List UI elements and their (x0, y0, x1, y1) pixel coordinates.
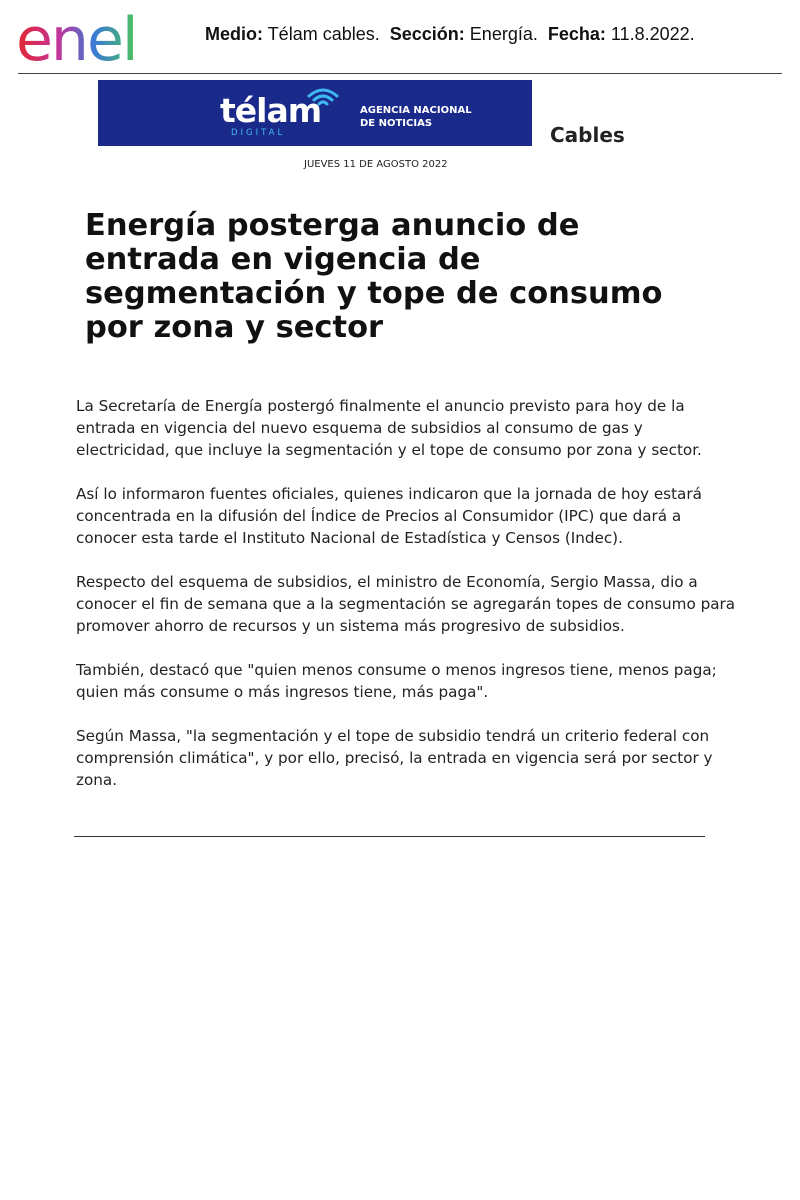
agency-line-2: DE NOTICIAS (360, 118, 433, 129)
agency-line-1: AGENCIA NACIONAL (360, 105, 472, 116)
svg-text:enel: enel (16, 8, 137, 66)
article-headline: Energía posterga anuncio de entrada en vigencia de segmentación y tope de consumo por zona y sector (85, 208, 663, 345)
footer-divider (74, 836, 705, 837)
header-meta (205, 24, 695, 45)
section-label: Cables (550, 123, 625, 147)
seccion-value: Energía. (469, 24, 538, 44)
fecha-label: Fecha: (547, 24, 606, 44)
header-divider (18, 73, 782, 74)
telam-digital-label: DIGITAL (231, 128, 286, 138)
telam-agency-label (360, 104, 472, 130)
seccion-label: Sección: (389, 24, 465, 44)
fecha-value: 11.8.2022. (610, 24, 695, 44)
medio-label: Medio: (205, 24, 263, 44)
article-paragraph: Respecto del esquema de subsidios, el ministro de Economía, Sergio Massa, dio a conocer el fin de semana que a la segmentación se agregarán topes de consumo para promover ahorro de recursos y un sistema más progresivo de subsidios. (76, 573, 736, 635)
telam-wordmark: télam (220, 91, 322, 130)
enel-logo (16, 8, 170, 66)
article-body (76, 395, 736, 813)
publication-date: JUEVES 11 DE AGOSTO 2022 (304, 159, 448, 170)
medio-value: Télam cables. (267, 24, 380, 44)
article-paragraph: La Secretaría de Energía postergó finalmente el anuncio previsto para hoy de la entrada en vigencia del nuevo esquema de subsidios al consumo de gas y electricidad, que incluye la segmentación y el tope de consumo por zona y sector. (76, 397, 702, 459)
article-paragraph: También, destacó que "quien menos consume o menos ingresos tiene, menos paga; quien más consume o más ingresos tiene, más paga". (76, 661, 717, 701)
article-paragraph: Así lo informaron fuentes oficiales, quienes indicaron que la jornada de hoy estará concentrada en la difusión del Índice de Precios al Consumidor (IPC) que dará a conocer esta tarde el Instituto Nacional de Estadística y Censos (Indec). (76, 485, 702, 547)
telam-banner (98, 80, 532, 146)
article-paragraph: Según Massa, "la segmentación y el tope de subsidio tendrá un criterio federal con comprensión climática", y por ello, precisó, la entrada en vigencia será por sector y zona. (76, 727, 713, 789)
